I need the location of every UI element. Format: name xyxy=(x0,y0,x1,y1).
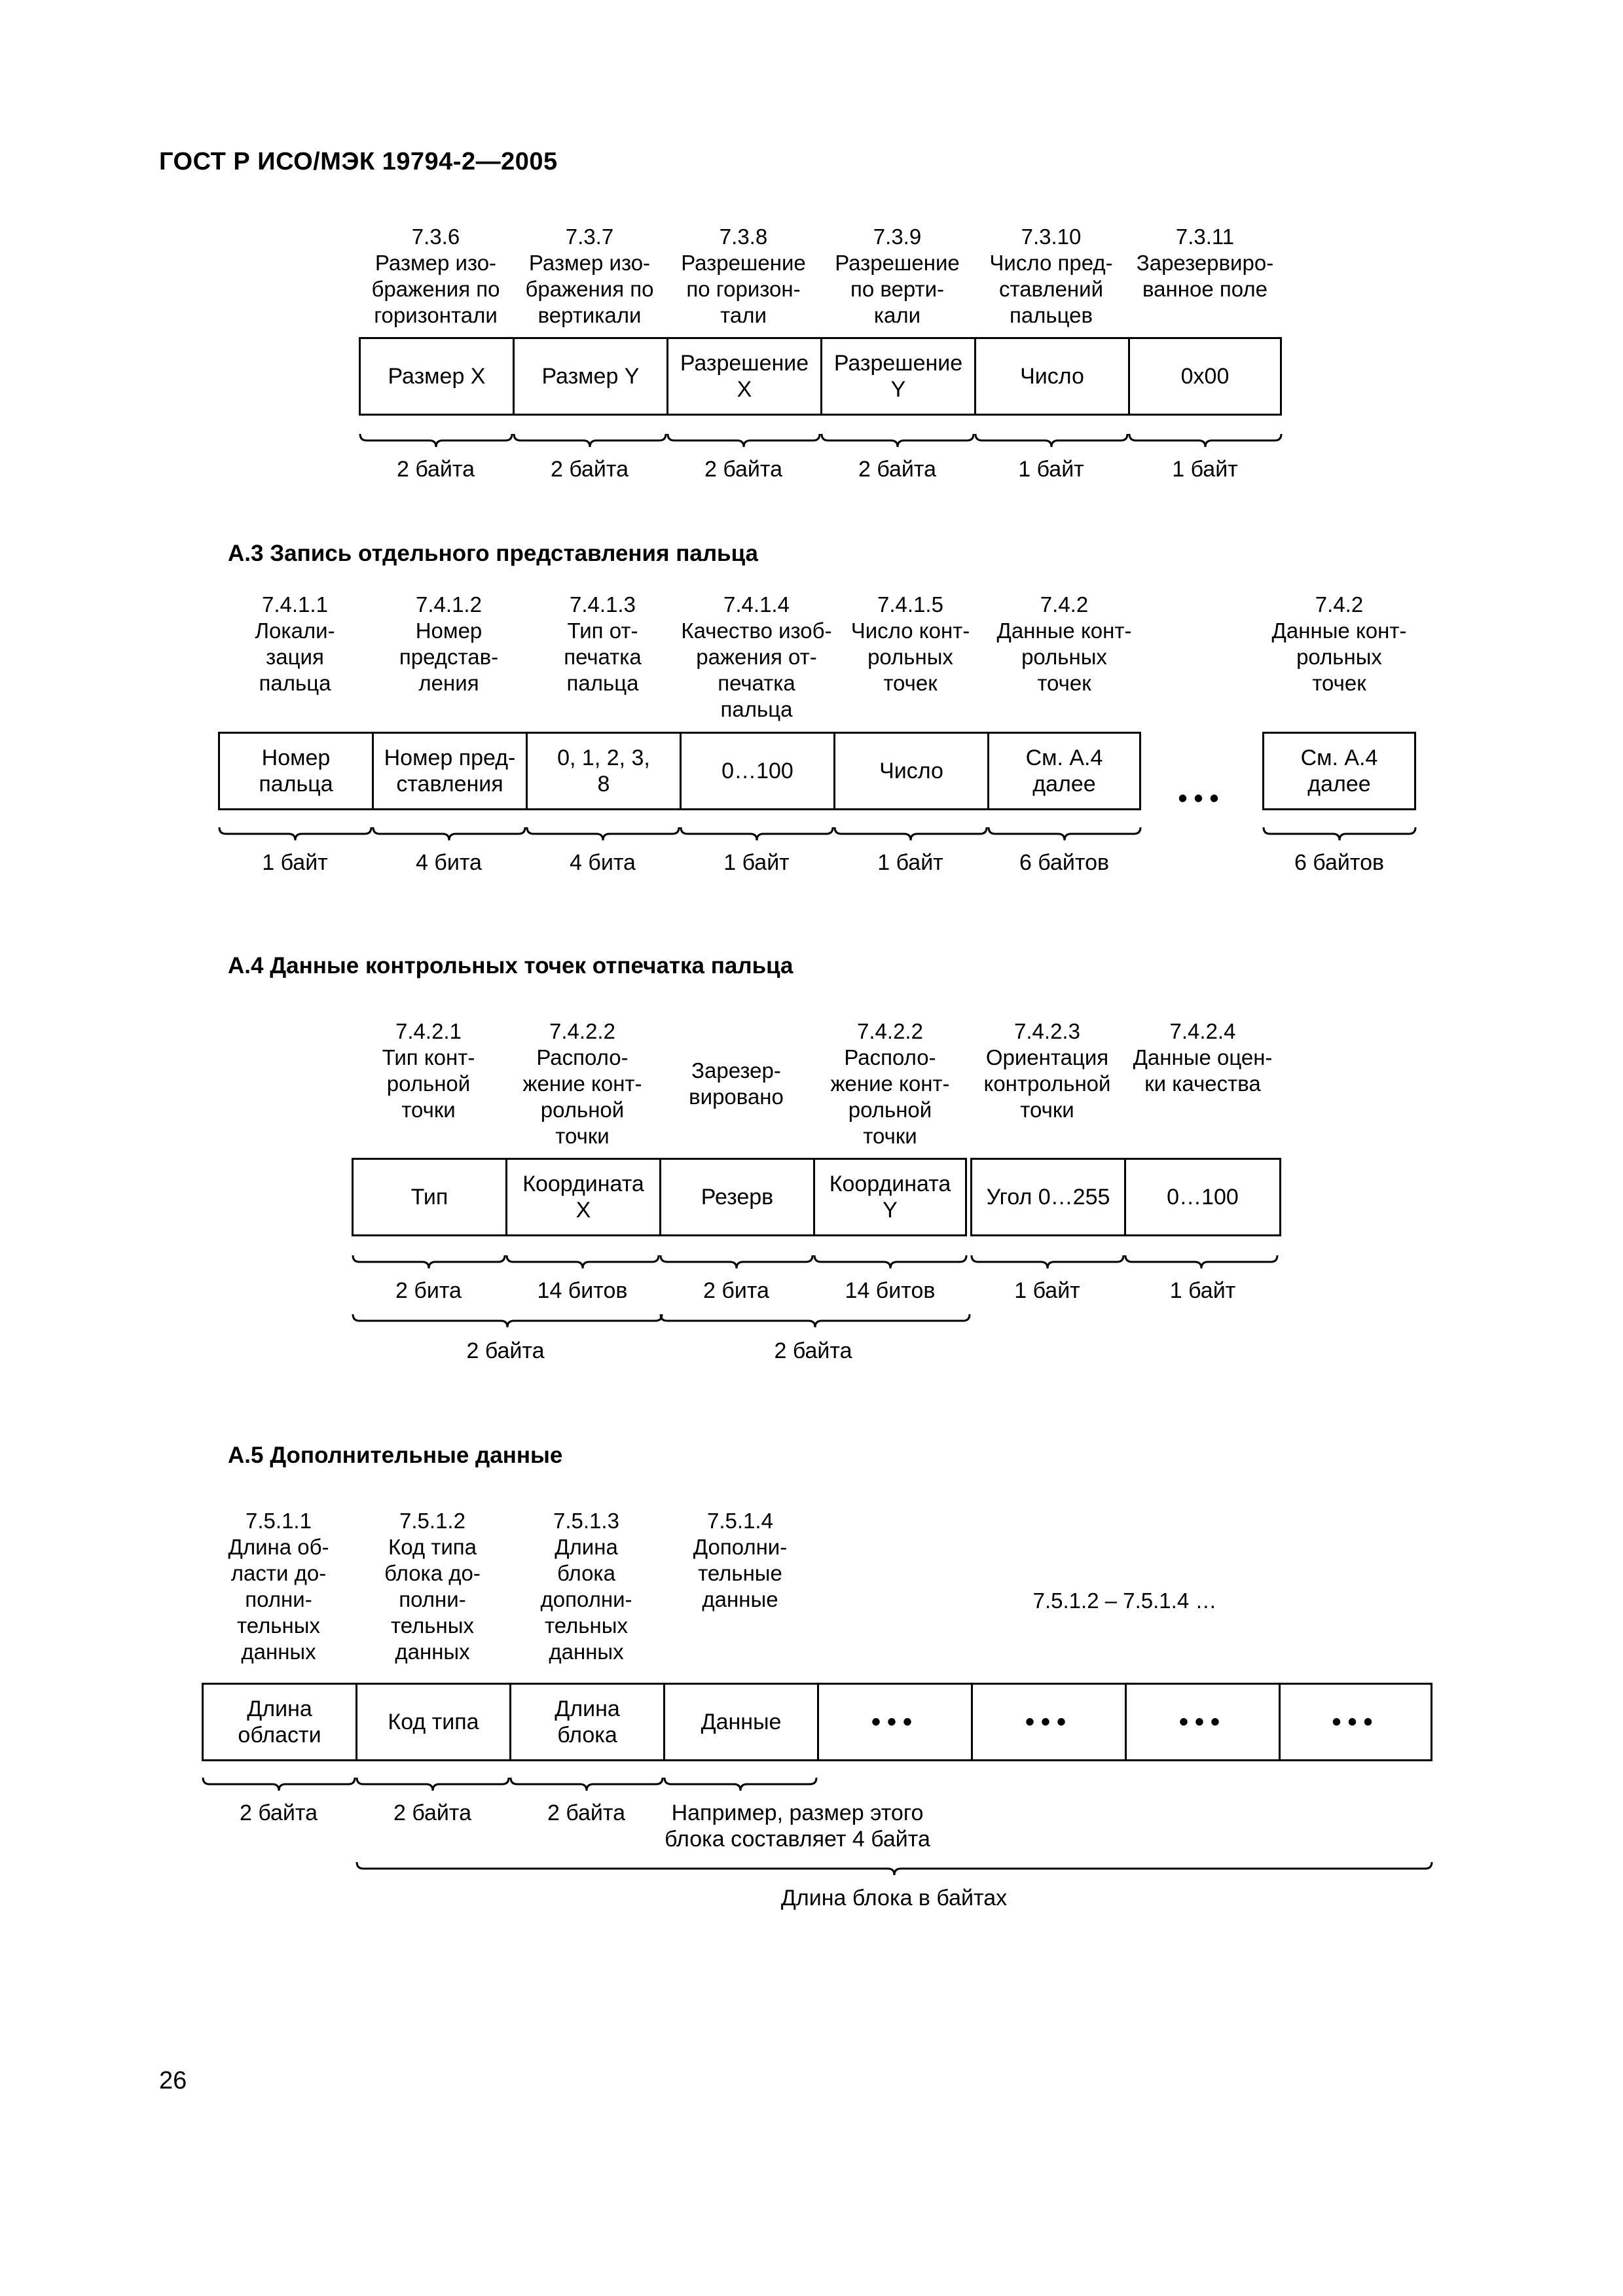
brace xyxy=(989,827,1140,840)
sec1-size-5: 1 байт xyxy=(1172,457,1238,482)
sec4-size-3: Например, размер этого блока составляет 4 байта xyxy=(665,1801,930,1852)
brace xyxy=(668,434,820,447)
brace xyxy=(822,434,974,447)
brace xyxy=(681,827,833,840)
sec2-header-0: 7.4.1.1 Локали- зация пальца xyxy=(255,592,335,695)
brace xyxy=(835,827,987,840)
sec1-braces xyxy=(360,434,1281,447)
brace xyxy=(360,434,512,447)
brace xyxy=(1125,1255,1277,1268)
page-number: 26 xyxy=(159,2067,187,2094)
sec1-size-0: 2 байта xyxy=(396,457,475,482)
group-brace xyxy=(661,1314,970,1327)
sec1-size-3: 2 байта xyxy=(858,457,937,482)
brace xyxy=(353,1255,505,1268)
sec1-header-1: 7.3.7 Размер изо- бражения по вертикали xyxy=(525,224,654,327)
sec2-header-2: 7.4.1.3 Тип от- печатка пальца xyxy=(564,592,642,695)
sec3-size-1: 14 битов xyxy=(537,1278,628,1303)
sec3-header-2: Зарезер- вировано xyxy=(689,1058,784,1109)
sec2-header-4: 7.4.1.5 Число конт- рольных точек xyxy=(850,592,970,695)
sec4-header-repeat: 7.5.1.2 – 7.5.1.4 … xyxy=(1032,1588,1217,1613)
brace xyxy=(527,827,679,840)
sec2-header-3: 7.4.1.4 Качество изоб- ражения от- печатка пальца xyxy=(681,592,832,721)
brace xyxy=(511,1778,663,1791)
brace xyxy=(1129,434,1281,447)
sec4-header-2: 7.5.1.3 Длина блока дополни- тельных данных xyxy=(540,1509,632,1664)
brace xyxy=(972,1255,1123,1268)
sec2-size-3: 1 байт xyxy=(723,850,790,875)
sec3-header-4: 7.4.2.3 Ориентация контрольной точки xyxy=(983,1019,1111,1122)
sec4-size-2: 2 байта xyxy=(547,1801,626,1825)
sec3-size-2: 2 бита xyxy=(703,1278,769,1303)
brace xyxy=(814,1255,966,1268)
sec3-group-size-1: 2 байта xyxy=(774,1338,852,1363)
sec1-header-0: 7.3.6 Размер изо- бражения по горизонтали xyxy=(371,224,500,327)
sec4-field-data: Данные xyxy=(663,1683,819,1761)
brace xyxy=(1264,827,1415,840)
brace xyxy=(203,1778,355,1791)
sec4-field-ellipsis-1: ••• xyxy=(817,1683,973,1761)
sec3-field-reserve: Резерв xyxy=(659,1158,815,1236)
sec2-size-4: 1 байт xyxy=(877,850,943,875)
sec4-block-length-label: Длина блока в байтах xyxy=(780,1886,1008,1910)
block-length-brace xyxy=(357,1862,1432,1875)
sec1-header-2: 7.3.8 Разрешение по горизон- тали xyxy=(681,224,806,327)
sec3-size-4: 1 байт xyxy=(1014,1278,1080,1303)
sec4-size-1: 2 байта xyxy=(393,1801,472,1825)
document-header: ГОСТ Р ИСО/МЭК 19794-2—2005 xyxy=(159,148,558,175)
sec3-field-coordinate-x: Координата X xyxy=(505,1158,661,1236)
sec2-braces xyxy=(219,827,1415,840)
sec1-size-2: 2 байта xyxy=(704,457,783,482)
sec4-field-area-length: Длина области xyxy=(202,1683,357,1761)
sec4-header-3: 7.5.1.4 Дополни- тельные данные xyxy=(693,1509,788,1611)
brace xyxy=(357,1778,509,1791)
sec3-field-angle: Угол 0…255 xyxy=(970,1158,1126,1236)
sec2-size-1: 4 бита xyxy=(416,850,482,875)
sec2-field-minutiae-data: См. А.4 далее xyxy=(987,732,1141,810)
sec2-field-minutiae-count: Число xyxy=(833,732,989,810)
sec2-header-extra: 7.4.2 Данные конт- рольных точек xyxy=(1271,592,1407,695)
sec4-field-ellipsis-2: ••• xyxy=(971,1683,1127,1761)
sec2-field-minutiae-data-extra: См. А.4 далее xyxy=(1262,732,1416,810)
sec1-header-5: 7.3.11 Зарезервиро- ванное поле xyxy=(1136,224,1274,301)
sec4-field-ellipsis-4: ••• xyxy=(1279,1683,1432,1761)
sec2-field-impression-type: 0, 1, 2, 3, 8 xyxy=(526,732,682,810)
sec1-field-resolution-y: Разрешение Y xyxy=(820,337,976,416)
sec4-header-0: 7.5.1.1 Длина об- ласти до- полни- тельных данных xyxy=(228,1509,329,1664)
sec1-field-count: Число xyxy=(974,337,1130,416)
sec3-field-type: Тип xyxy=(352,1158,507,1236)
sec3-size-5: 1 байт xyxy=(1169,1278,1236,1303)
section-a5-title: А.5 Дополнительные данные xyxy=(228,1443,563,1468)
sec4-size-0: 2 байта xyxy=(239,1801,318,1825)
brace xyxy=(661,1255,812,1268)
sec2-size-0: 1 байт xyxy=(262,850,328,875)
sec2-field-view-number: Номер пред- ставления xyxy=(372,732,528,810)
brace xyxy=(373,827,525,840)
sec2-field-quality: 0…100 xyxy=(680,732,835,810)
sec1-header-3: 7.3.9 Разрешение по верти- кали xyxy=(835,224,960,327)
sec1-field-resolution-x: Разрешение X xyxy=(666,337,822,416)
sec2-header-1: 7.4.1.2 Номер представ- ления xyxy=(399,592,499,695)
section-a3-title: А.3 Запись отдельного представления пальца xyxy=(228,541,758,566)
brace xyxy=(976,434,1127,447)
group-brace xyxy=(353,1314,662,1327)
sec2-size-5: 6 байтов xyxy=(1019,850,1110,875)
sec2-header-5: 7.4.2 Данные конт- рольных точек xyxy=(996,592,1132,695)
sec3-field-quality: 0…100 xyxy=(1124,1158,1281,1236)
brace xyxy=(507,1255,659,1268)
sec2-field-finger-position: Номер пальца xyxy=(218,732,374,810)
sec2-size-extra: 6 байтов xyxy=(1294,850,1385,875)
brace xyxy=(219,827,371,840)
sec3-header-0: 7.4.2.1 Тип конт- рольной точки xyxy=(382,1019,475,1122)
sec3-group-size-0: 2 байта xyxy=(466,1338,545,1363)
sec2-size-2: 4 бита xyxy=(570,850,636,875)
section-a4-title: А.4 Данные контрольных точек отпечатка пальца xyxy=(228,953,793,978)
sec1-size-1: 2 байта xyxy=(550,457,629,482)
sec4-field-block-length: Длина блока xyxy=(509,1683,665,1761)
sec3-size-0: 2 бита xyxy=(395,1278,462,1303)
sec1-field-size-x: Размер X xyxy=(359,337,515,416)
brace xyxy=(514,434,666,447)
sec1-header-4: 7.3.10 Число пред- ставлений пальцев xyxy=(989,224,1113,327)
sec1-field-reserved: 0x00 xyxy=(1128,337,1282,416)
sec3-size-3: 14 битов xyxy=(845,1278,936,1303)
sec4-field-ellipsis-3: ••• xyxy=(1125,1683,1281,1761)
sec3-header-3: 7.4.2.2 Располо- жение конт- рольной точки xyxy=(830,1019,950,1148)
sec3-field-coordinate-y: Координата Y xyxy=(813,1158,967,1236)
sec1-size-4: 1 байт xyxy=(1018,457,1084,482)
sec4-header-1: 7.5.1.2 Код типа блока до- полни- тельных данных xyxy=(384,1509,481,1664)
sec4-field-type-code: Код типа xyxy=(356,1683,511,1761)
sec3-header-1: 7.4.2.2 Располо- жение конт- рольной точки xyxy=(522,1019,642,1148)
sec2-ellipsis: ••• xyxy=(1178,784,1226,813)
sec3-header-5: 7.4.2.4 Данные оцен- ки качества xyxy=(1133,1019,1273,1096)
brace xyxy=(665,1778,816,1791)
sec1-field-size-y: Размер Y xyxy=(513,337,668,416)
